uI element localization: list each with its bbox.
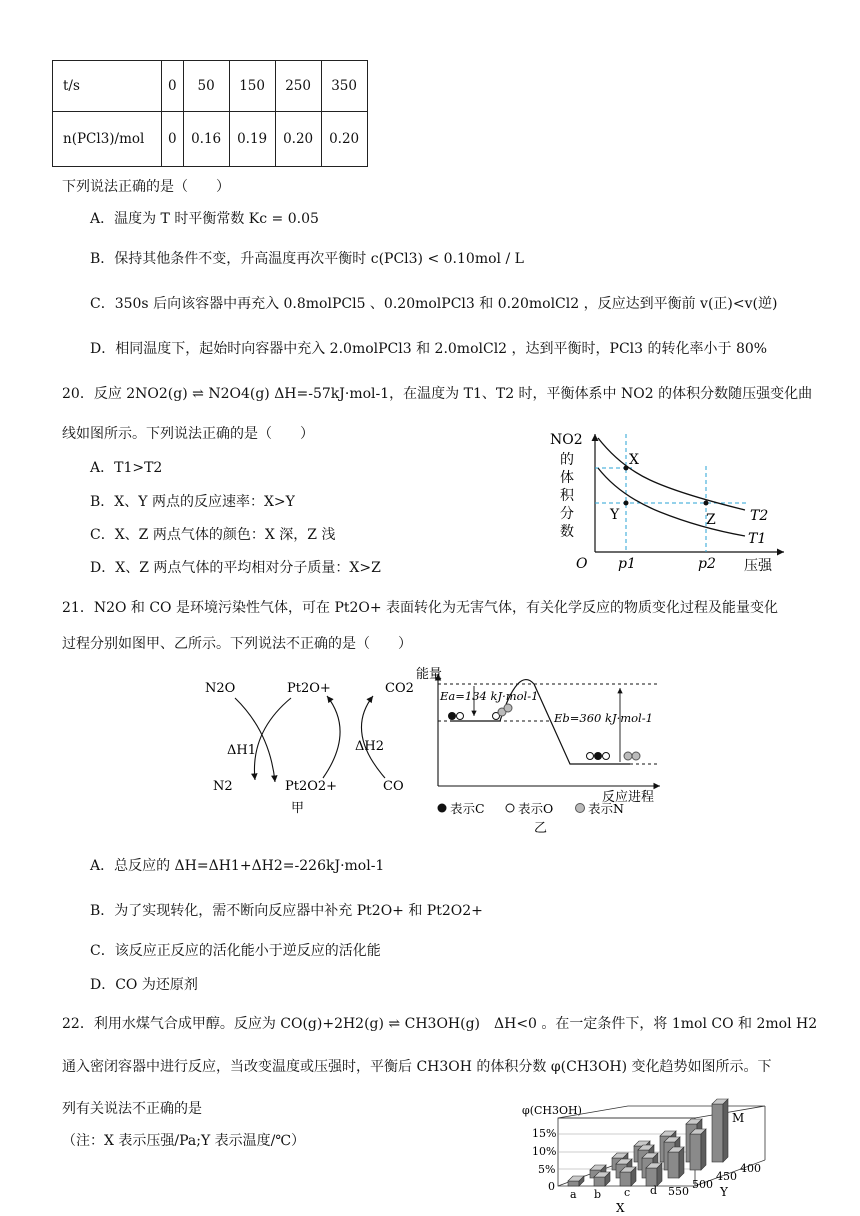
carbon-atom bbox=[448, 712, 456, 720]
pt2o-label: Pt2O+ bbox=[287, 681, 331, 696]
q21-stem-line2: 过程分别如图甲、乙所示。下列说法不正确的是（ ） bbox=[62, 636, 412, 652]
table-cell: 0.16 bbox=[183, 112, 229, 167]
xcat-label: b bbox=[594, 1188, 602, 1201]
ytick-label: 5% bbox=[538, 1163, 556, 1176]
bar-front-face bbox=[690, 1134, 701, 1170]
energy-ylabel: 能量 bbox=[416, 667, 443, 682]
q20-option-a: A．T1>T2 bbox=[90, 460, 163, 476]
q20-stem-line2: 线如图所示。下列说法正确的是（ ） bbox=[62, 426, 314, 442]
table-cell: 0.20 bbox=[275, 112, 321, 167]
co2-label: CO2 bbox=[385, 681, 414, 696]
pt2o2-label: Pt2O2+ bbox=[285, 779, 338, 794]
ytick-label: 10% bbox=[532, 1145, 557, 1158]
point-x-label: X bbox=[629, 452, 639, 468]
n2o-label: N2O bbox=[205, 681, 236, 696]
x-axis-label: X bbox=[616, 1201, 625, 1215]
co-label: CO bbox=[383, 779, 404, 794]
ycat-label: 450 bbox=[716, 1170, 737, 1183]
bar-front-face bbox=[668, 1152, 679, 1178]
legend-oxygen-label: 表示O bbox=[518, 801, 554, 816]
graph-ylabel-char: 积 bbox=[560, 488, 574, 504]
table-header-cell: 350 bbox=[321, 61, 367, 112]
nitrogen-atom bbox=[632, 752, 640, 760]
q20-option-b: B．X、Y 两点的反应速率：X>Y bbox=[90, 494, 295, 510]
bar-side-face bbox=[723, 1099, 728, 1162]
q22-stem-line3: 列有关说法不正确的是 bbox=[62, 1101, 202, 1117]
graph-ylabel-top: NO2 bbox=[550, 432, 583, 448]
oxygen-atom bbox=[603, 753, 610, 760]
p2-label: p2 bbox=[698, 556, 716, 572]
table-header-cell: t/s bbox=[53, 61, 162, 112]
arrow-pt2o2-to-pt2o bbox=[323, 696, 340, 778]
energy-caption: 乙 bbox=[534, 821, 548, 836]
q20-option-c: C．X、Z 两点气体的颜色：X 深，Z 浅 bbox=[90, 527, 336, 543]
bar-front-face bbox=[620, 1172, 631, 1186]
table-cell: 0.19 bbox=[229, 112, 275, 167]
q19-prompt: 下列说法正确的是（ ） bbox=[62, 179, 230, 195]
arrow-co-to-co2 bbox=[361, 696, 385, 778]
table-header-cell: 250 bbox=[275, 61, 321, 112]
x-axis-label: 压强 bbox=[744, 558, 772, 574]
origin-label: O bbox=[576, 556, 588, 572]
bar-front-face bbox=[594, 1177, 605, 1186]
carbon-atom bbox=[594, 752, 602, 760]
chart-ylabel: φ(CH3OH) bbox=[522, 1104, 582, 1117]
q21-option-b: B．为了实现转化，需不断向反应器中补充 Pt2O+ 和 Pt2O2+ bbox=[90, 903, 483, 919]
dh2-label: ΔH2 bbox=[355, 739, 384, 754]
q21-option-d: D．CO 为还原剂 bbox=[90, 977, 198, 993]
legend-nitrogen-icon bbox=[576, 804, 585, 813]
xcat-label: d bbox=[650, 1184, 658, 1197]
no2-pressure-graph bbox=[540, 430, 790, 575]
dh1-label: ΔH1 bbox=[227, 743, 256, 758]
table-row-label: n(PCl3)/mol bbox=[53, 112, 162, 167]
q22-stem-line2: 通入密闭容器中进行反应，当改变温度或压强时，平衡后 CH3OH 的体积分数 φ(CH3OH) 变化趋势如图所示。下 bbox=[62, 1059, 772, 1075]
q19-option-b: B．保持其他条件不变，升高温度再次平衡时 c(PCl3) < 0.10mol / L bbox=[90, 251, 524, 267]
t1-curve bbox=[598, 468, 745, 536]
q22-stem-line1: 22．利用水煤气合成甲醇。反应为 CO(g)+2H2(g) ⇌ CH3OH(g) ΔH<0 。在一定条件下，将 1mol CO 和 2mol H2 bbox=[62, 1016, 818, 1032]
legend-oxygen-icon bbox=[506, 804, 514, 812]
bar-side-face bbox=[701, 1129, 706, 1170]
q21-stem-line1: 21．N2O 和 CO 是环境污染性气体，可在 Pt2O+ 表面转化为无害气体，有关化学反应的物质变化过程及能量变化 bbox=[62, 600, 779, 616]
point-m-label: M bbox=[732, 1111, 745, 1125]
graph-ylabel-char: 数 bbox=[560, 524, 574, 540]
nitrogen-atom bbox=[624, 752, 632, 760]
nitrogen-atom bbox=[504, 704, 512, 712]
p1-label: p1 bbox=[618, 556, 636, 572]
ycat-label: 400 bbox=[740, 1162, 761, 1175]
q19-option-c: C．350s 后向该容器中再充入 0.8molPCl5 、0.20molPCl3 和 0.20molCl2 ，反应达到平衡前 v(正)<v(逆) bbox=[90, 296, 778, 312]
n2-label: N2 bbox=[213, 779, 233, 794]
oxygen-atom bbox=[457, 713, 464, 720]
point-y bbox=[624, 501, 629, 506]
point-z-label: Z bbox=[706, 512, 716, 528]
graph-ylabel-char: 分 bbox=[560, 506, 574, 522]
energy-xlabel: 反应进程 bbox=[602, 790, 655, 805]
xcat-label: c bbox=[624, 1186, 631, 1199]
q19-option-d: D．相同温度下，起始时向容器中充入 2.0molPCl3 和 2.0molCl2 ，达到平衡时，PCl3 的转化率小于 80% bbox=[90, 341, 768, 357]
point-z bbox=[704, 501, 709, 506]
oxygen-atom bbox=[587, 753, 594, 760]
y-axis-label: Y bbox=[720, 1185, 728, 1199]
pcl3-data-table bbox=[52, 60, 368, 167]
table-cell: 0 bbox=[162, 112, 184, 167]
q20-option-d: D．X、Z 两点气体的平均相对分子质量：X>Z bbox=[90, 560, 381, 576]
xcat-label: a bbox=[570, 1188, 577, 1201]
t1-label: T1 bbox=[748, 531, 767, 547]
methanol-3d-bar-chart bbox=[520, 1098, 770, 1216]
q21-option-a: A．总反应的 ΔH=ΔH1+ΔH2=-226kJ·mol-1 bbox=[90, 858, 385, 874]
ea-label: Ea=134 kJ·mol-1 bbox=[440, 689, 539, 703]
q22-note: （注：X 表示压强/Pa;Y 表示温度/℃） bbox=[62, 1133, 306, 1149]
legend-carbon-label: 表示C bbox=[450, 801, 485, 816]
eb-label: Eb=360 kJ·mol-1 bbox=[554, 711, 653, 725]
table-header-cell: 0 bbox=[162, 61, 184, 112]
point-x bbox=[624, 466, 629, 471]
ytick-label: 15% bbox=[532, 1127, 557, 1140]
legend-nitrogen-label: 表示N bbox=[588, 801, 624, 816]
cycle-caption: 甲 bbox=[291, 801, 305, 816]
q19-option-a: A．温度为 T 时平衡常数 Kc = 0.05 bbox=[90, 211, 319, 227]
table-cell: 0.20 bbox=[321, 112, 367, 167]
q20-stem-line1: 20．反应 2NO2(g) ⇌ N2O4(g) ΔH=-57kJ·mol-1，在温度为 T1、T2 时，平衡体系中 NO2 的体积分数随压强变化曲 bbox=[62, 386, 813, 402]
legend-carbon-icon bbox=[438, 804, 447, 813]
table-header-cell: 150 bbox=[229, 61, 275, 112]
ycat-label: 500 bbox=[692, 1178, 713, 1191]
graph-ylabel-char: 的 bbox=[560, 452, 574, 468]
graph-ylabel-char: 体 bbox=[560, 470, 574, 486]
t2-label: T2 bbox=[750, 508, 769, 524]
bar-front-face bbox=[568, 1181, 579, 1186]
ytick-label: 0 bbox=[548, 1180, 555, 1193]
table-header-cell: 50 bbox=[183, 61, 229, 112]
t2-curve bbox=[598, 438, 745, 510]
energy-profile-diagram bbox=[416, 664, 665, 836]
q21-option-c: C．该反应正反应的活化能小于逆反应的活化能 bbox=[90, 943, 381, 959]
ycat-label: 550 bbox=[668, 1185, 689, 1198]
point-y-label: Y bbox=[610, 507, 620, 523]
catalytic-cycle-diagram bbox=[195, 672, 425, 822]
bar-front-face bbox=[712, 1104, 723, 1162]
